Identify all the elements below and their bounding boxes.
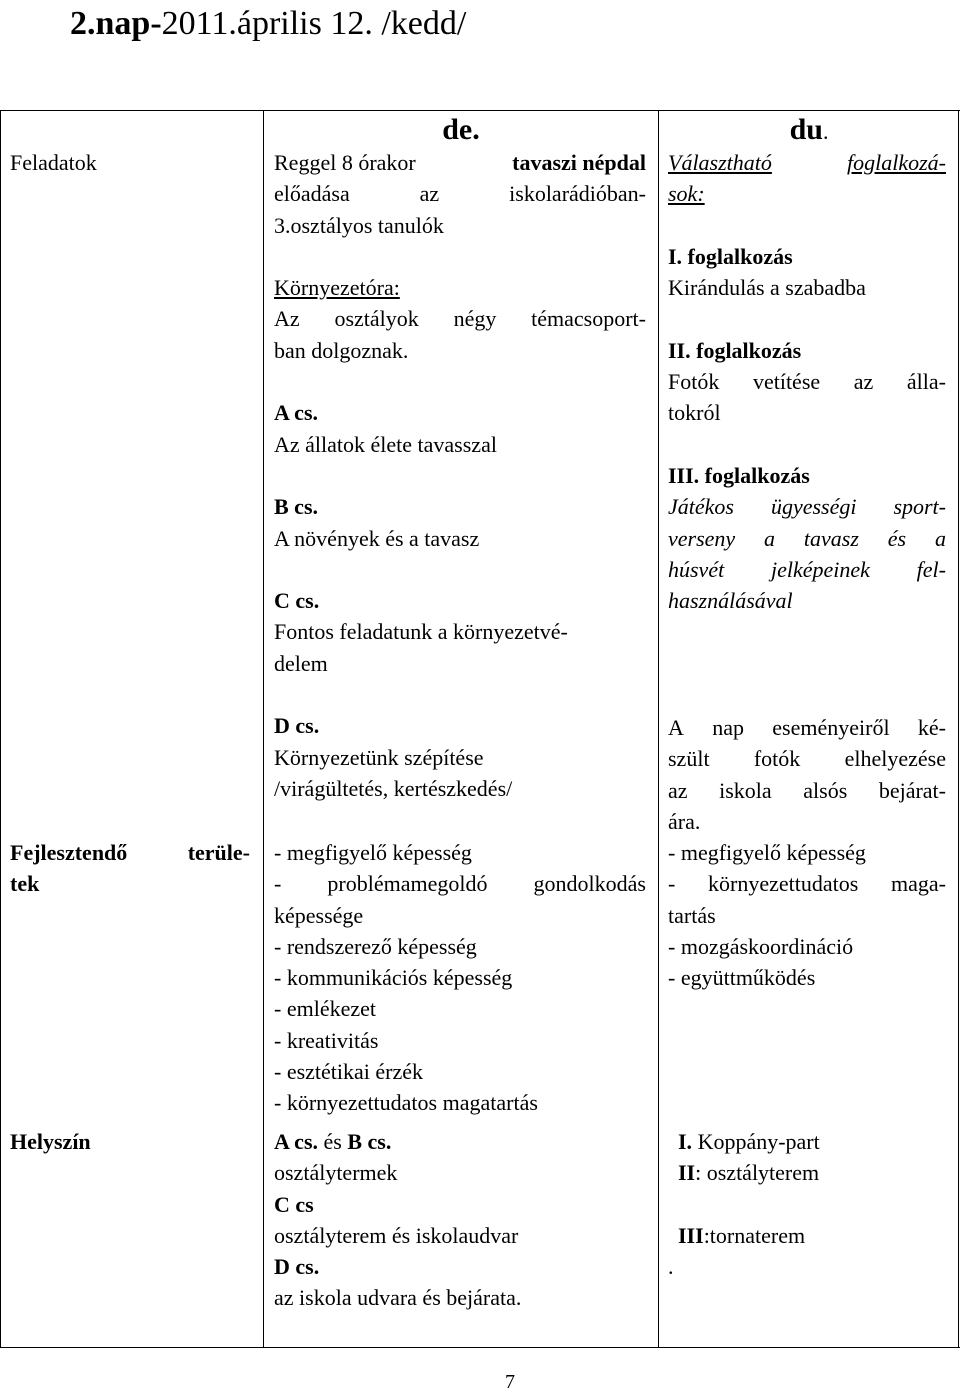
page-number: 7 bbox=[505, 1371, 515, 1393]
group-c-text1: Fontos feladatunk a környezetvé- bbox=[274, 619, 568, 645]
de-skill-item: - kommunikációs képesség bbox=[274, 965, 513, 991]
place-and: és bbox=[318, 1129, 348, 1154]
place-d-text: az iskola udvara és bejárata. bbox=[274, 1285, 522, 1311]
de-tasks bbox=[274, 147, 646, 804]
column-divider-1 bbox=[263, 110, 264, 1348]
place-a-label: A cs. bbox=[274, 1129, 318, 1154]
place-4: . bbox=[668, 1254, 674, 1280]
du-skill-item: - környezettudatos maga- bbox=[668, 871, 946, 897]
activity-3-text3: húsvét jelképeinek fel- bbox=[668, 556, 946, 582]
place-ab-line bbox=[274, 1126, 646, 1157]
de-skill-item: - kreativitás bbox=[274, 1027, 379, 1053]
activity-2-text2: tokról bbox=[668, 400, 721, 426]
du-tasks bbox=[668, 147, 946, 616]
de-task-line2: előadása az iskolarádióban- bbox=[274, 181, 646, 207]
du-skill-item: tartás bbox=[668, 902, 716, 928]
row-label-helyszin: Helyszín bbox=[10, 1129, 91, 1154]
row-label-feladatok: Feladatok bbox=[10, 150, 97, 175]
activity-3-label: III. foglalkozás bbox=[668, 462, 810, 488]
group-c-label: C cs. bbox=[274, 588, 320, 614]
place-1 bbox=[668, 1126, 946, 1157]
du-skills-list bbox=[668, 837, 946, 993]
du-photos-note bbox=[668, 712, 946, 837]
de-skill-item: - emlékezet bbox=[274, 996, 376, 1022]
de-task-line1 bbox=[274, 147, 646, 178]
du-skill-item: - együttműködés bbox=[668, 965, 816, 991]
env-line1: Az osztályok négy témacsoport- bbox=[274, 306, 646, 332]
activity-2-label: II. foglalkozás bbox=[668, 337, 802, 363]
du-place bbox=[668, 1126, 946, 1282]
place-1-text: Koppány-part bbox=[692, 1129, 820, 1154]
group-d-text2: /virágültetés, kertészkedés/ bbox=[274, 775, 513, 801]
activity-3-text4: használásával bbox=[668, 588, 793, 614]
du-heading-line1: Választható foglalkozá- bbox=[668, 150, 946, 175]
group-d-label: D cs. bbox=[274, 713, 320, 739]
header-du: du. bbox=[789, 113, 829, 146]
de-skill-item: - rendszerező képesség bbox=[274, 933, 477, 959]
table-border-right bbox=[958, 110, 959, 1348]
de-place bbox=[274, 1126, 646, 1314]
place-3-text: :tornaterem bbox=[703, 1222, 806, 1248]
title-date: 2011.április 12. /kedd/ bbox=[161, 5, 467, 42]
activity-1-text: Kirándulás a szabadba bbox=[668, 275, 866, 301]
row-label-fejlesztendo-line1: Fejlesztendő terüle- bbox=[10, 840, 250, 865]
de-skill-item: képessége bbox=[274, 902, 364, 928]
env-line2: ban dolgoznak. bbox=[274, 337, 409, 363]
place-c-text: osztályterem és iskolaudvar bbox=[274, 1222, 519, 1248]
env-heading: Környezetóra: bbox=[274, 275, 400, 301]
title-day: 2.nap- bbox=[70, 5, 162, 42]
group-d-text1: Környezetünk szépítése bbox=[274, 744, 484, 770]
header-du-text: du bbox=[789, 113, 823, 146]
photos-line3: az iskola alsós bejárat- bbox=[668, 777, 946, 803]
place-2-text: : osztályterem bbox=[695, 1160, 820, 1186]
du-skill-item: - megfigyelő képesség bbox=[668, 840, 866, 865]
group-b-text: A növények és a tavasz bbox=[274, 525, 480, 551]
activity-1-label: I. foglalkozás bbox=[668, 243, 793, 269]
de-task-folk-song: tavaszi népdal bbox=[512, 150, 646, 175]
activity-2-text1: Fotók vetítése az álla- bbox=[668, 369, 946, 395]
de-skills-list bbox=[274, 837, 646, 1119]
group-c-text2: delem bbox=[274, 650, 328, 676]
activity-3-text1: Játékos ügyességi sport- bbox=[668, 494, 946, 520]
de-skill-item: - megfigyelő képesség bbox=[274, 840, 472, 865]
place-2 bbox=[668, 1157, 946, 1188]
photos-line4: ára. bbox=[668, 808, 701, 834]
row-label-fejlesztendo bbox=[10, 837, 250, 900]
table-border-left bbox=[0, 110, 1, 1348]
de-skill-item: - környezettudatos magatartás bbox=[274, 1090, 538, 1116]
place-ab-text: osztálytermek bbox=[274, 1160, 398, 1186]
place-2-label: II bbox=[678, 1160, 696, 1186]
place-3 bbox=[668, 1220, 946, 1251]
row-label-fejlesztendo-line2: tek bbox=[10, 871, 40, 897]
group-b-label: B cs. bbox=[274, 494, 318, 520]
du-skill-item: - mozgáskoordináció bbox=[668, 933, 854, 959]
activity-3-text2: verseny a tavasz és a bbox=[668, 525, 946, 551]
group-a-text: Az állatok élete tavasszal bbox=[274, 431, 497, 457]
photos-line2: szült fotók elhelyezése bbox=[668, 746, 946, 772]
de-skill-item: - problémamegoldó gondolkodás bbox=[274, 871, 646, 897]
page-title bbox=[70, 4, 466, 44]
place-c-label: C cs bbox=[274, 1191, 314, 1217]
group-a-label: A cs. bbox=[274, 400, 318, 426]
header-de: de. bbox=[442, 113, 480, 146]
du-heading-line2: sok: bbox=[668, 181, 705, 207]
place-3-label: III bbox=[678, 1222, 704, 1248]
photos-line1: A nap eseményeiről ké- bbox=[668, 715, 946, 740]
place-b-label: B cs. bbox=[347, 1129, 392, 1154]
de-task-line3: 3.osztályos tanulók bbox=[274, 212, 444, 238]
place-d-label: D cs. bbox=[274, 1254, 320, 1280]
de-task-time: Reggel 8 órakor bbox=[274, 150, 416, 175]
de-skill-item: - esztétikai érzék bbox=[274, 1059, 424, 1085]
column-divider-2 bbox=[658, 110, 659, 1348]
place-1-label: I. bbox=[678, 1129, 693, 1154]
